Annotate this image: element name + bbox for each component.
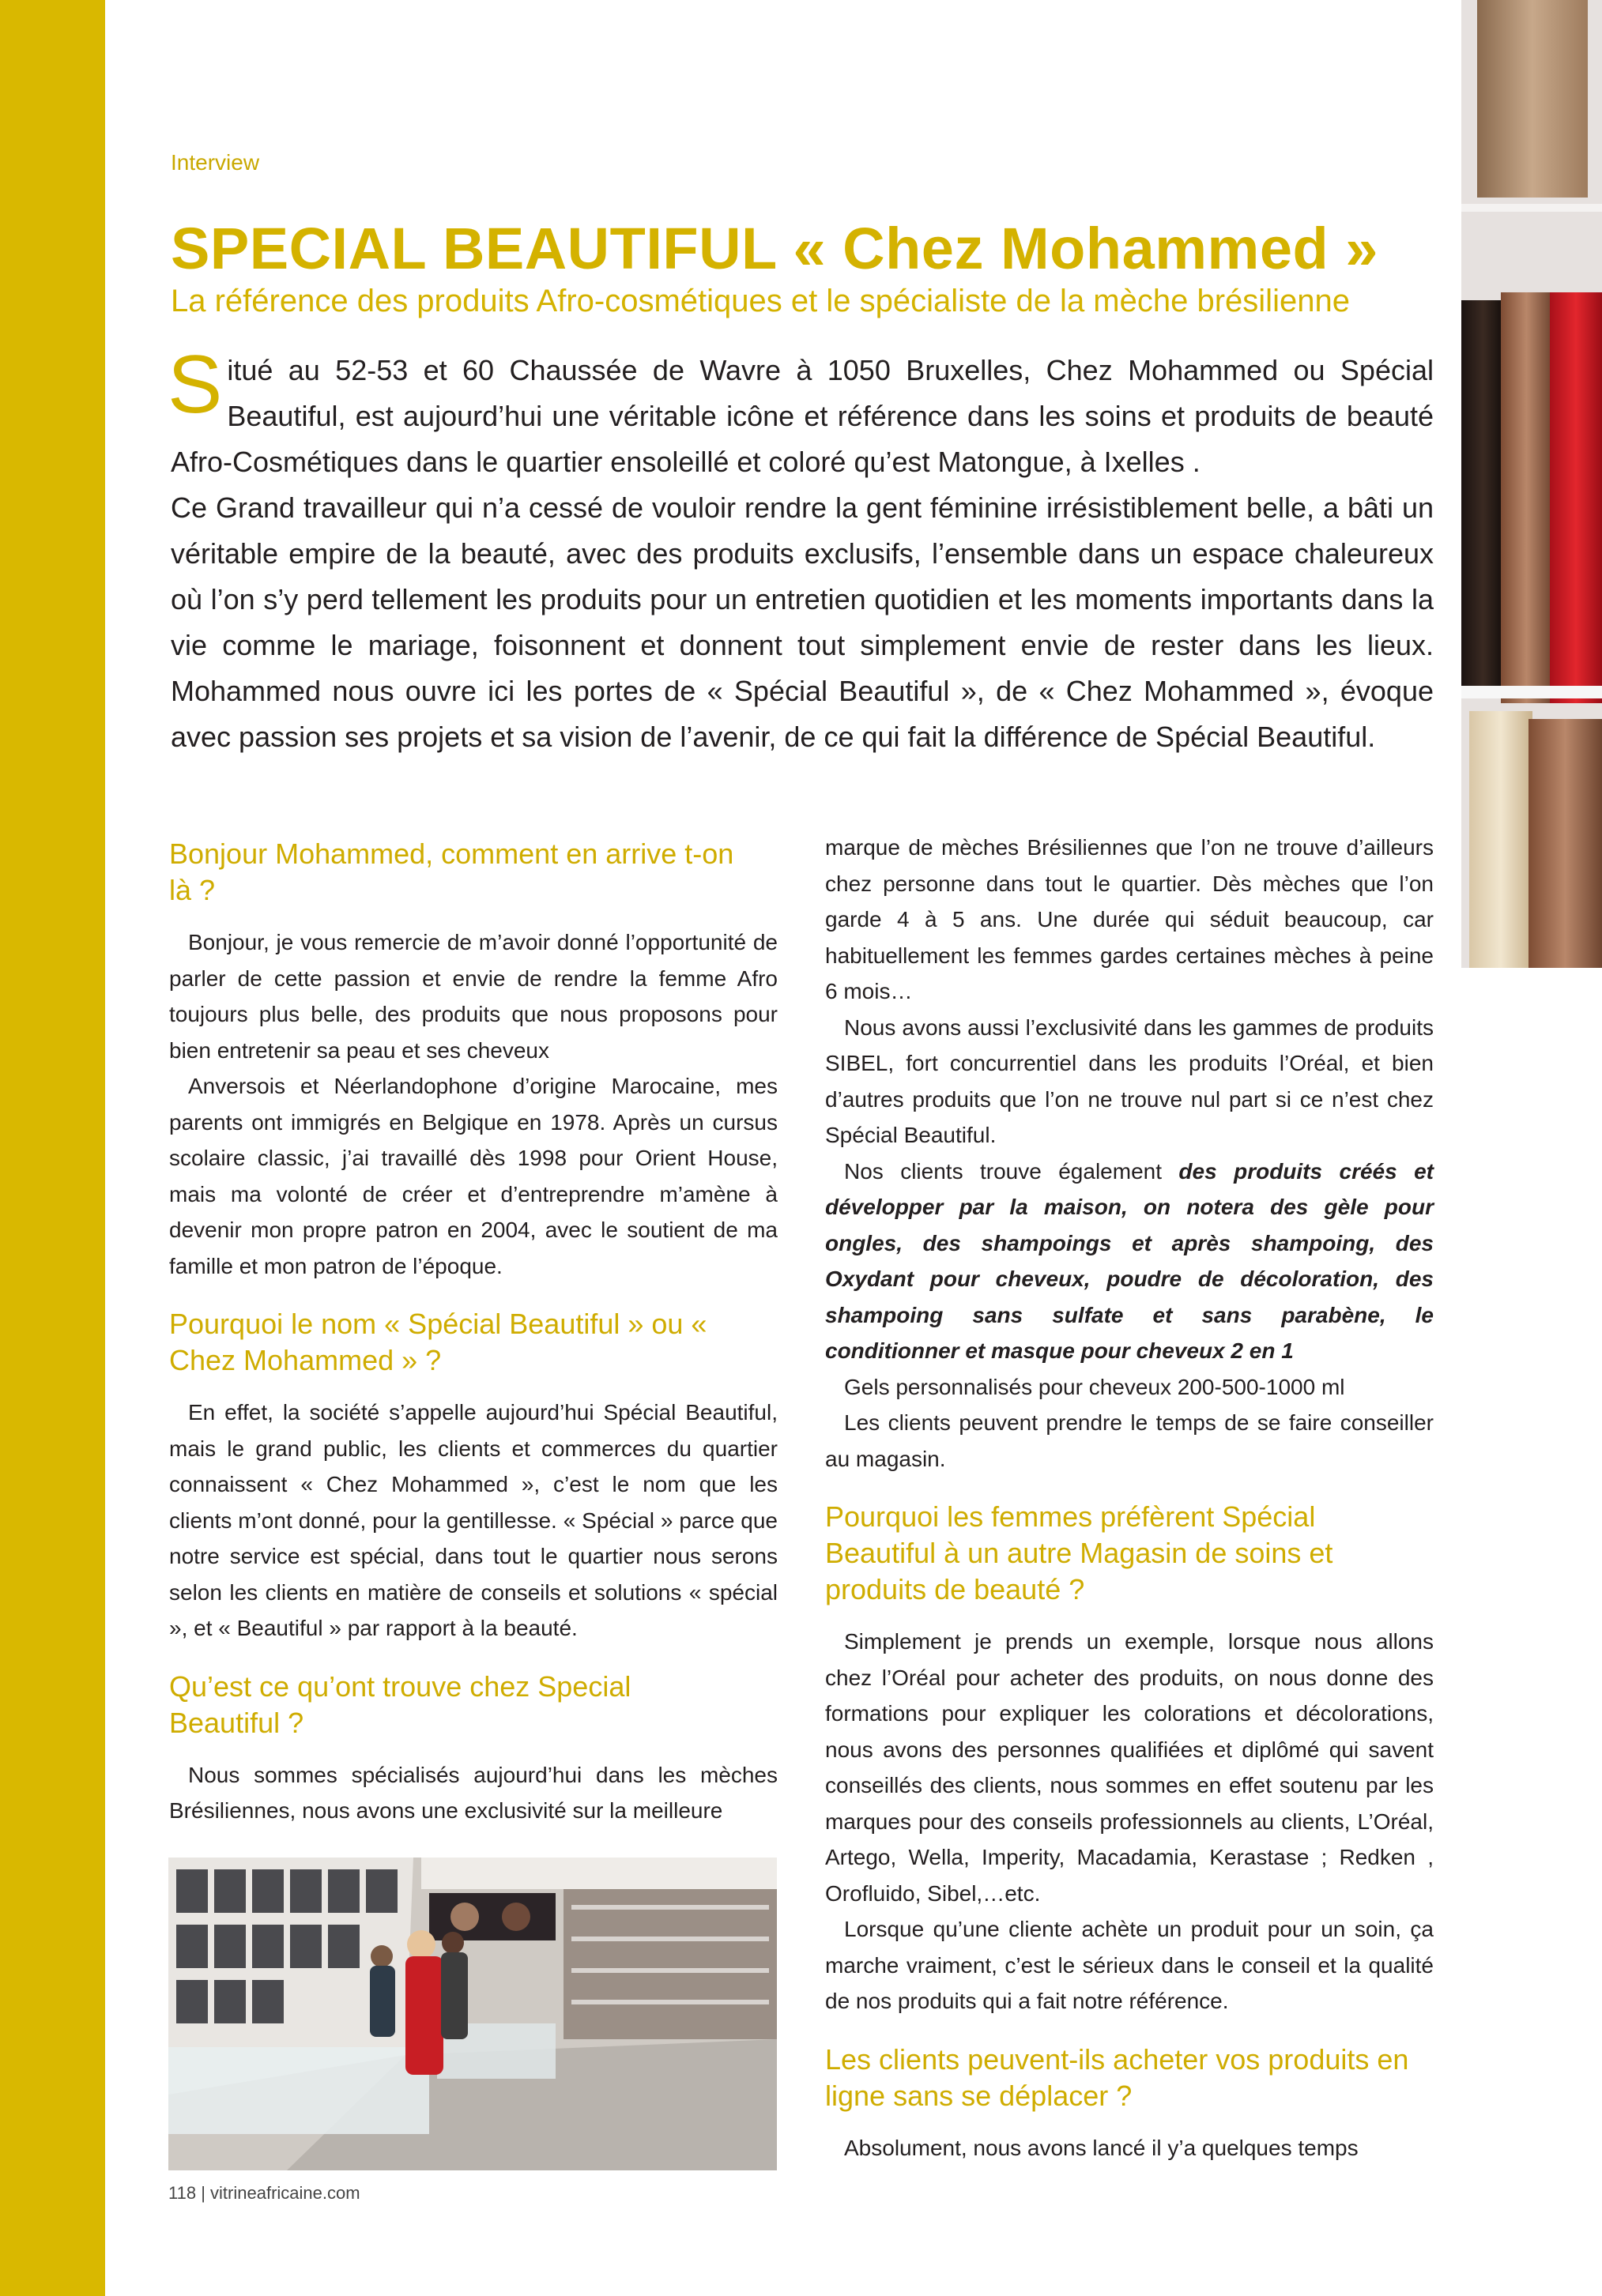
answer-lead-text: Nos clients trouve également (844, 1158, 1179, 1184)
article-title: SPECIAL BEAUTIFUL « Chez Mohammed » (171, 216, 1378, 281)
left-column (169, 836, 778, 1829)
answer-paragraph: Simplement je prends un exemple, lorsque nous allons chez l’Oréal pour acheter des produits, on nous donne des formations pour expliquer les colorations et décolorations, nous avons des personnes qualifiées et diplômé qui savent conseillés des clients, nous sommes en effet soutenu par les marques pour des conseils professionnels au clients, L’Oréal, Artego, Wella, Imperity, Macadamia, Kerastase ; Redken , Orofluido, Sibel,…etc. (825, 1629, 1434, 1906)
answer-paragraph: Gels personnalisés pour cheveux 200-500-1000 ml (844, 1374, 1345, 1399)
answer-paragraph: Lorsque qu’une cliente achète un produit pour un soin, ça marche vraiment, c’est le sérieux dans le conseil et la qualité de nos produits qui a fait notre référence. (825, 1917, 1434, 2013)
store-interior-photo (168, 1858, 777, 2170)
intro-text-2: Ce Grand travailleur qui n’a cessé de vouloir rendre la gent féminine irrésistiblement belle, a bâti un véritable empire de la beauté, avec des produits exclusifs, l’ensemble dans un espace chaleureux où l’on s’y perd tellement les produits pour un entretien quotidien et les moments importants dans la vie comme le mariage, foisonnent et donnent tout simplement envie de rester dans les lieux. Mohammed nous ouvre ici les portes de « Spécial Beautiful », de « Chez Mohammed », évoque avec passion ses projets et sa vision de l’avenir, de ce qui fait la différence de Spécial Beautiful. (171, 491, 1434, 753)
section-label: Interview (171, 150, 260, 175)
answer-paragraph: Les clients peuvent prendre le temps de se faire conseiller au magasin. (825, 1410, 1434, 1471)
hair-extensions-illustration (1461, 0, 1602, 968)
question-heading: Qu’est ce qu’ont trouve chez Special Beautiful ? (169, 1669, 631, 1739)
house-products-list: des produits créés et développer par la maison, on notera des gèle pour ongles, des shampoings et après shampoing, des Oxydant pour cheveux, poudre de décoloration, des shampoing sans sulfate et sans parabène, le conditionner et masque pour cheveux 2 en 1 (825, 1158, 1434, 1363)
answer-paragraph (825, 1154, 1434, 1369)
question-heading: Bonjour Mohammed, comment en arrive t-on là ? (169, 837, 734, 906)
drop-cap: S (168, 339, 223, 431)
answer-paragraph: Bonjour, je vous remercie de m’avoir donné l’opportunité de parler de cette passion et envie de rendre la femme Afro toujours plus belle, des produits que nous proposons pour bien entretenir sa peau et ses cheveux (169, 930, 778, 1063)
question-heading: Les clients peuvent-ils acheter vos produits en ligne sans se déplacer ? (825, 2042, 1409, 2112)
intro-paragraph (168, 339, 1434, 760)
answer-paragraph: marque de mèches Brésiliennes que l’on ne trouve d’ailleurs chez personne dans tout le quartier. Dès mèches que l’on garde 4 à 5 ans. Une durée qui séduit beaucoup, car habituellement les femmes gardes certaines mèches à peine 6 mois… (825, 835, 1434, 1003)
right-column (825, 830, 1434, 2166)
question-heading: Pourquoi le nom « Spécial Beautiful » ou « Chez Mohammed » ? (169, 1308, 707, 1376)
page-footer (168, 2183, 360, 2204)
store-interior-illustration (168, 1858, 777, 2170)
article-subtitle: La référence des produits Afro-cosmétiques et le spécialiste de la mèche brésilienne (171, 284, 1350, 318)
page-number: 118 (168, 2183, 197, 2203)
yellow-sidebar-band (0, 0, 105, 2296)
answer-paragraph: En effet, la société s’appelle aujourd’hui Spécial Beautiful, mais le grand public, les clients et commerces du quartier connaissent « Chez Mohammed », c’est le nom que les clients m’ont donné, pour la gentillesse. « Spécial » parce que notre service est spécial, dans tout le quartier nous serons selon les clients en matière de conseils et solutions « spécial », et « Beautiful » par rapport à la beauté. (169, 1400, 778, 1640)
answer-paragraph: Anversois et Néerlandophone d’origine Marocaine, mes parents ont immigrés en Belgique en 1978. Après un cursus scolaire classic, j’ai travaillé dès 1998 pour Orient House, mais ma volonté de créer et d’entreprendre m’amène à devenir mon propre patron en 2004, avec le soutient de ma famille et mon patron de l’époque. (169, 1074, 778, 1278)
answer-paragraph: Nous sommes spécialisés aujourd’hui dans les mèches Brésiliennes, nous avons une exclusivité sur la meilleure (169, 1762, 778, 1823)
footer-website: vitrineafricaine.com (210, 2183, 360, 2203)
intro-text: itué au 52-53 et 60 Chaussée de Wavre à 1050 Bruxelles, Chez Mohammed ou Spécial Beautiful, est aujourd’hui une véritable icône et référence dans les soins et produits de beauté Afro-Cosmétiques dans le quartier ensoleillé et coloré qu’est Matongue, à Ixelles . (171, 354, 1434, 478)
answer-paragraph: Absolument, nous avons lancé il y’a quelques temps (844, 2135, 1359, 2160)
question-heading: Pourquoi les femmes préfèrent Spécial Beautiful à un autre Magasin de soins et produits de beauté ? (825, 1500, 1333, 1605)
hair-extensions-photo (1461, 0, 1602, 968)
answer-paragraph: Nous avons aussi l’exclusivité dans les gammes de produits SIBEL, fort concurrentiel dans les produits l’Oréal, et bien d’autres produits que l’on ne trouve nul part si ce n’est chez Spécial Beautiful. (825, 1014, 1434, 1147)
footer-separator: | (201, 2183, 205, 2203)
